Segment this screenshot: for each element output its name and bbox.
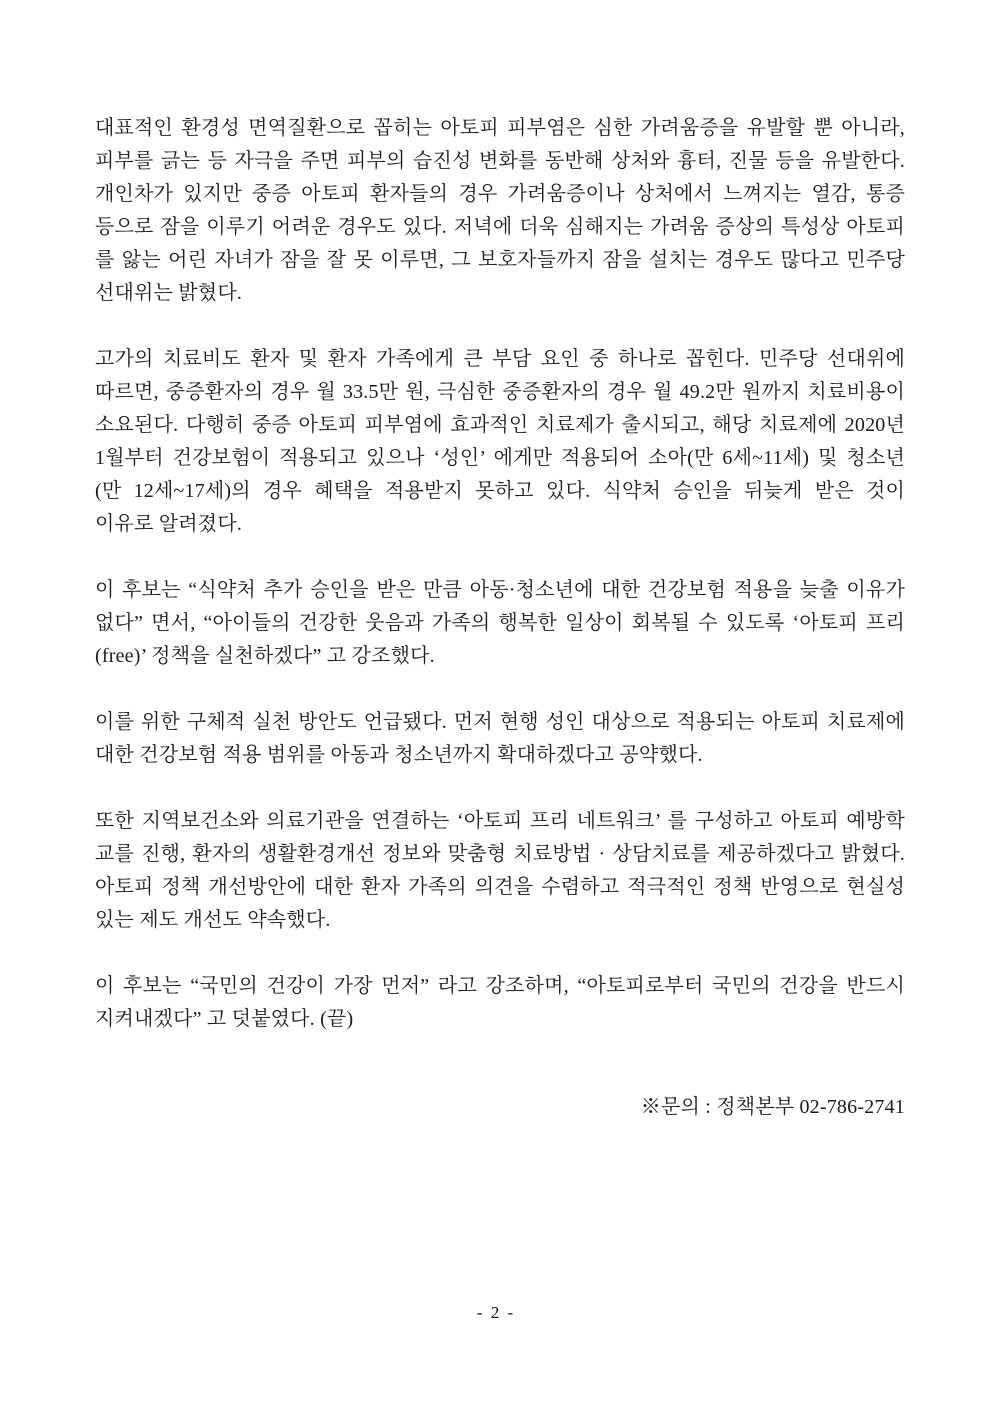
paragraph-line: 개인차가 있지만 중증 아토피 환자들의 경우 가려움증이나 상처에서 느껴지는 열감, 통증 (95, 183, 905, 205)
paragraph-line: 피부를 긁는 등 자극을 주면 피부의 습진성 변화를 동반해 상처와 흉터, 진물 등을 유발한다. (95, 150, 905, 172)
paragraph-line: 1월부터 건강보험이 적용되고 있으나 ‘성인’ 에게만 적용되어 소아(만 6세~11세) 및 청소년 (95, 447, 905, 469)
paragraph-4 (95, 706, 905, 772)
paragraph-2 (95, 343, 905, 541)
paragraph-line: 있는 제도 개선도 약속했다. (95, 909, 331, 931)
paragraph-3 (95, 574, 905, 673)
page-number: - 2 - (476, 1303, 516, 1322)
paragraph-line: 아토피 정책 개선방안에 대한 환자 가족의 의견을 수렴하고 적극적인 정책 반영으로 현실성 (95, 876, 905, 898)
paragraph-5 (95, 805, 905, 937)
paragraph-line: 이유로 알려졌다. (95, 513, 243, 535)
paragraph-line: 없다” 면서, “아이들의 건강한 웃음과 가족의 행복한 일상이 회복될 수 있도록 ‘아토피 프리 (95, 612, 905, 634)
paragraph-line: (만 12세~17세)의 경우 혜택을 적용받지 못하고 있다. 식약처 승인을 뒤늦게 받은 것이 (95, 480, 905, 502)
paragraph-line: 고가의 치료비도 환자 및 환자 가족에게 큰 부담 요인 중 하나로 꼽힌다. 민주당 선대위에 (95, 348, 905, 370)
paragraph-line: 를 앓는 어린 자녀가 잠을 잘 못 이루면, 그 보호자들까지 잠을 설치는 경우도 많다고 민주당 (95, 249, 905, 271)
paragraph-6 (95, 970, 905, 1036)
paragraph-line: 등으로 잠을 이루기 어려운 경우도 있다. 저녁에 더욱 심해지는 가려움 증상의 특성상 아토피 (95, 216, 905, 238)
paragraph-line: 이 후보는 “식약처 추가 승인을 받은 만큼 아동·청소년에 대한 건강보험 적용을 늦출 이유가 (95, 579, 905, 601)
paragraph-line: 따르면, 중증환자의 경우 월 33.5만 원, 극심한 중증환자의 경우 월 49.2만 원까지 치료비용이 (95, 381, 905, 403)
paragraph-line: 대한 건강보험 적용 범위를 아동과 청소년까지 확대하겠다고 공약했다. (95, 744, 703, 766)
contact-info: ※문의 : 정책본부 02-786-2741 (640, 1096, 905, 1118)
paragraph-line: (free)’ 정책을 실천하겠다” 고 강조했다. (95, 645, 435, 667)
paragraph-line: 또한 지역보건소와 의료기관을 연결하는 ‘아토피 프리 네트워크’ 를 구성하고 아토피 예방학 (95, 810, 905, 832)
paragraph-line: 선대위는 밝혔다. (95, 282, 243, 304)
document-body (95, 112, 905, 1124)
paragraph-line: 지켜내겠다” 고 덧붙였다. (끝) (95, 1008, 354, 1030)
paragraph-line: 이를 위한 구체적 실천 방안도 언급됐다. 먼저 현행 성인 대상으로 적용되는 아토피 치료제에 (95, 711, 905, 733)
paragraph-line: 대표적인 환경성 면역질환으로 꼽히는 아토피 피부염은 심한 가려움증을 유발할 뿐 아니라, (95, 117, 905, 139)
paragraph-line: 교를 진행, 환자의 생활환경개선 정보와 맞춤형 치료방법 · 상담치료를 제공하겠다고 밝혔다. (95, 843, 905, 865)
paragraph-line: 이 후보는 “국민의 건강이 가장 먼저” 라고 강조하며, “아토피로부터 국민의 건강을 반드시 (95, 975, 905, 997)
paragraph-line: 소요된다. 다행히 중증 아토피 피부염에 효과적인 치료제가 출시되고, 해당 치료제에 2020년 (95, 414, 905, 436)
paragraph-1 (95, 112, 905, 310)
